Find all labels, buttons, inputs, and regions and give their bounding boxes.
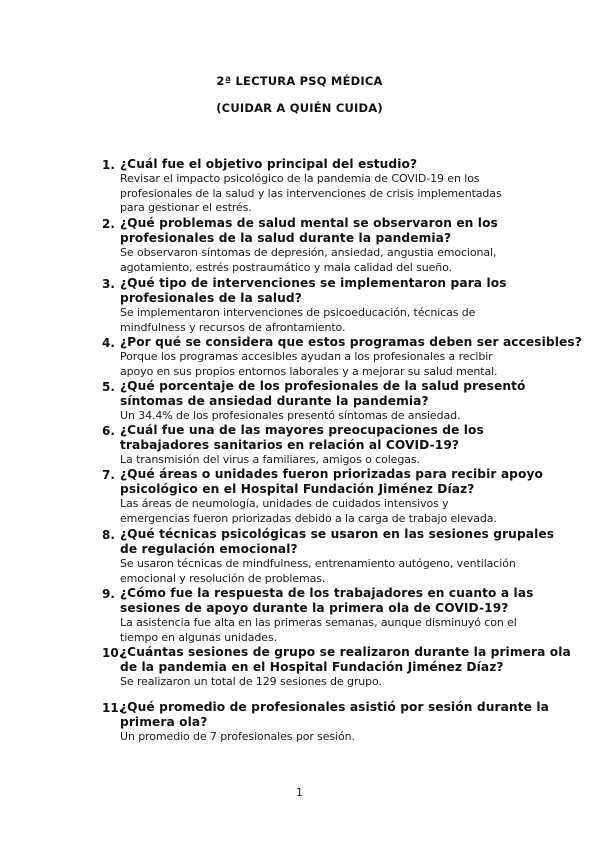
question-number: 11. [102,701,124,715]
answer-text: Se implementaron intervenciones de psicoeducación, técnicas de [120,306,476,319]
question-text: ¿Qué tipo de intervenciones se implementaron para los [120,276,507,290]
answer-text: emergencias fueron priorizadas debido a la carga de trabajo elevada. [120,511,497,525]
answer-text: emocional y resolución de problemas. [120,571,326,585]
document-title: 2ª LECTURA PSQ MÉDICA [216,74,383,88]
question-text: ¿Qué porcentaje de los profesionales de la salud presentó [120,379,526,393]
question-text: de la pandemia en el Hospital Fundación Jiménez Díaz? [120,660,504,674]
question-text: sesiones de apoyo durante la primera ola de COVID-19? [120,601,509,615]
question-item [102,379,526,424]
answer-text: La transmisión del virus a familiares, amigos o colegas. [120,453,420,466]
answer-text: tiempo en algunas unidades. [120,630,277,644]
question-text: profesionales de la salud durante la pandemia? [120,231,452,245]
question-item [102,586,534,645]
document-subtitle: (CUIDAR A QUIÉN CUIDA) [216,101,383,115]
question-text: profesionales de la salud? [120,291,302,305]
question-text: ¿Qué problemas de salud mental se observaron en los [120,216,498,230]
answer-text: Un 34.4% de los profesionales presentó síntomas de ansiedad. [120,409,461,422]
question-item [102,467,543,526]
question-text: síntomas de ansiedad durante la pandemia? [120,394,429,408]
question-number: 8. [102,528,115,542]
answer-text: profesionales de la salud y las intervenciones de crisis implementadas [120,186,502,200]
question-number: 4. [102,336,115,350]
page-number: 1 [296,787,303,799]
question-text: psicológico en el Hospital Fundación Jiménez Díaz? [120,482,475,496]
answer-text: Se usaron técnicas de mindfulness, entrenamiento autógeno, ventilación [120,557,516,570]
question-item [102,700,549,745]
answer-text: mindfulness y recursos de afrontamiento. [120,320,346,334]
question-number: 3. [102,277,115,291]
question-text: de regulación emocional? [120,542,298,556]
answer-text: Las áreas de neumología, unidades de cuidados intensivos y [120,497,449,510]
question-number: 6. [102,424,115,438]
answer-text: agotamiento, estrés postraumático y mala calidad del sueño. [120,260,452,274]
question-item [102,276,512,335]
answer-text: Se realizaron un total de 129 sesiones de grupo. [120,675,382,688]
question-text: ¿Por qué se considera que estos programas deben ser accesibles? [120,335,582,349]
question-item [102,527,555,586]
question-number: 9. [102,587,115,601]
answer-text: para gestionar el estrés. [120,201,252,214]
question-text: ¿Cuántas sesiones de grupo se realizaron durante la primera ola [120,645,571,659]
question-text: ¿Qué promedio de profesionales asistió por sesión durante la [120,700,549,714]
answer-text: La asistencia fue alta en las primeras semanas, aunque disminuyó con el [120,616,517,629]
answer-text: apoyo en sus propios entornos laborales y a mejorar su salud mental. [120,364,498,378]
question-number: 1. [102,158,115,172]
question-item [102,645,571,690]
question-text: primera ola? [120,715,208,729]
answer-text: Se observaron síntomas de depresión, ansiedad, angustia emocional, [120,246,497,259]
question-item [102,157,512,216]
answer-text: Un promedio de 7 profesionales por sesión. [120,730,355,743]
question-item [102,216,512,275]
question-number: 10. [102,646,124,660]
question-number: 5. [102,380,115,394]
question-number: 2. [102,217,115,231]
question-text: trabajadores sanitarios en relación al COVID-19? [120,438,460,452]
question-item [102,335,582,379]
question-text: ¿Cuál fue una de las mayores preocupaciones de los [120,423,484,437]
answer-text: Revisar el impacto psicológico de la pandemia de COVID-19 en los [120,172,480,185]
question-text: ¿Cuál fue el objetivo principal del estudio? [120,157,418,171]
question-number: 7. [102,468,115,482]
question-text: ¿Qué técnicas psicológicas se usaron en las sesiones grupales [120,527,555,541]
question-text: ¿Qué áreas o unidades fueron priorizadas para recibir apoyo [120,467,543,481]
question-item [102,423,512,468]
answer-text: Porque los programas accesibles ayudan a los profesionales a recibir [120,350,493,363]
question-text: ¿Cómo fue la respuesta de los trabajadores en cuanto a las [120,586,534,600]
